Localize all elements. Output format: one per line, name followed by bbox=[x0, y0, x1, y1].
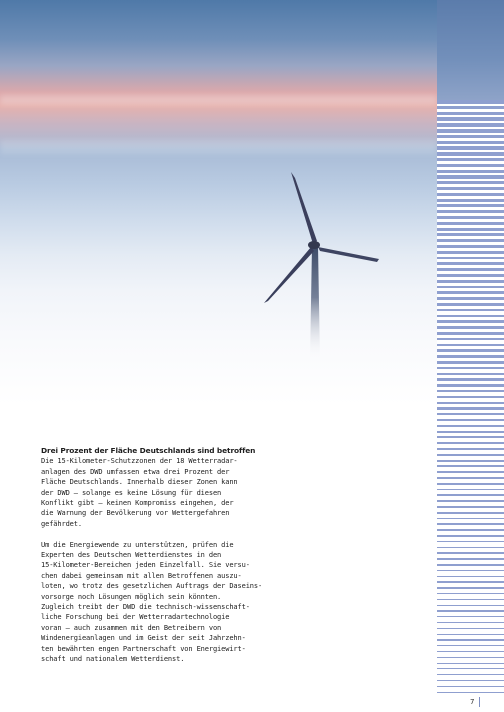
stripes-top-block bbox=[437, 0, 504, 100]
stripe bbox=[437, 593, 504, 594]
stripe bbox=[437, 315, 504, 318]
paragraph-line: Um die Energiewende zu unterstützen, prüfen die bbox=[41, 540, 234, 549]
stripe bbox=[437, 199, 504, 202]
stripe bbox=[437, 465, 504, 467]
stripe bbox=[437, 541, 504, 543]
stripe bbox=[437, 651, 504, 652]
paragraph-line: gefährdet. bbox=[41, 519, 82, 528]
paragraph-line: anlagen des DWD umfassen etwa drei Prozent der bbox=[41, 467, 230, 476]
turbine-blade bbox=[291, 172, 317, 244]
stripe bbox=[437, 616, 504, 617]
stripe bbox=[437, 448, 504, 450]
paragraph-line: Fläche Deutschlands. Innerhalb dieser Zonen kann bbox=[41, 478, 238, 487]
stripe bbox=[437, 135, 504, 138]
stripe bbox=[437, 564, 504, 566]
paragraph-line: Die 15-Kilometer-Schutzzonen der 18 Wetterradar- bbox=[41, 457, 238, 466]
stripe bbox=[437, 355, 504, 358]
stripe bbox=[437, 303, 504, 306]
paragraph-line: Experten des Deutschen Wetterdienstes in den bbox=[41, 551, 222, 560]
stripe bbox=[437, 297, 504, 300]
stripe bbox=[437, 547, 504, 549]
stripe bbox=[437, 344, 504, 347]
turbine-blade bbox=[318, 247, 379, 262]
stripe bbox=[437, 100, 504, 104]
paragraph-line: Konflikt gibt – keinen Kompromiss eingehen, der bbox=[41, 499, 234, 508]
stripe bbox=[437, 378, 504, 380]
stripe bbox=[437, 570, 504, 572]
stripe bbox=[437, 210, 504, 213]
paragraph-gap bbox=[41, 529, 266, 539]
stripe bbox=[437, 494, 504, 496]
stripe bbox=[437, 280, 504, 283]
turbine-tower bbox=[310, 246, 320, 360]
stripe bbox=[437, 628, 504, 629]
stripe bbox=[437, 529, 504, 531]
stripe bbox=[437, 407, 504, 409]
stripe bbox=[437, 390, 504, 392]
stripe bbox=[437, 639, 504, 640]
stripe bbox=[437, 233, 504, 236]
stripe bbox=[437, 268, 504, 271]
stripe bbox=[437, 106, 504, 110]
stripe bbox=[437, 112, 504, 116]
stripe bbox=[437, 500, 504, 502]
stripe bbox=[437, 361, 504, 364]
stripe bbox=[437, 396, 504, 398]
stripe bbox=[437, 117, 504, 121]
stripe bbox=[437, 576, 504, 578]
stripe bbox=[437, 123, 504, 127]
stripe bbox=[437, 170, 504, 173]
stripe bbox=[437, 489, 504, 491]
paragraph-line: Zugleich treibt der DWD die technisch-wissenschaft- bbox=[41, 603, 250, 612]
stripe bbox=[437, 193, 504, 196]
stripe bbox=[437, 349, 504, 352]
stripe bbox=[437, 175, 504, 178]
stripe bbox=[437, 257, 504, 260]
stripe bbox=[437, 320, 504, 323]
stripe bbox=[437, 558, 504, 560]
stripe bbox=[437, 187, 504, 190]
paragraph-line: schaft und nationalem Wetterdienst. bbox=[41, 655, 185, 664]
stripe bbox=[437, 245, 504, 248]
stripe bbox=[437, 425, 504, 427]
stripe bbox=[437, 506, 504, 508]
stripe bbox=[437, 523, 504, 525]
stripe bbox=[437, 552, 504, 554]
stripe bbox=[437, 512, 504, 514]
paragraph-line: ten bewährten engen Partnerschaft von Energiewirt- bbox=[41, 644, 246, 653]
stripe bbox=[437, 309, 504, 312]
stripe bbox=[437, 692, 504, 693]
stripe bbox=[437, 599, 504, 600]
stripe bbox=[437, 251, 504, 254]
stripe bbox=[437, 471, 504, 473]
stripe bbox=[437, 442, 504, 444]
stripe bbox=[437, 204, 504, 207]
stripe bbox=[437, 436, 504, 438]
paragraph-line: liche Forschung bei der Wetterradartechnologie bbox=[41, 613, 230, 622]
stripe bbox=[437, 164, 504, 167]
stripe bbox=[437, 663, 504, 664]
stripe bbox=[437, 222, 504, 225]
stripe bbox=[437, 384, 504, 386]
turbine-hub bbox=[308, 241, 320, 249]
stripe bbox=[437, 373, 504, 375]
paragraph-line: chen dabei gemeinsam mit allen Betroffenen auszu- bbox=[41, 571, 242, 580]
paragraph-line: Windenergieanlagen und im Geist der seit Jahrzehn- bbox=[41, 634, 246, 643]
stripe bbox=[437, 518, 504, 520]
stripe bbox=[437, 228, 504, 231]
page-number-bar bbox=[479, 697, 480, 707]
article-text bbox=[41, 446, 266, 665]
page-number: 7 bbox=[470, 698, 475, 706]
stripe bbox=[437, 634, 504, 635]
decorative-stripes bbox=[437, 0, 504, 700]
stripe bbox=[437, 262, 504, 265]
stripe bbox=[437, 419, 504, 421]
stripe bbox=[437, 146, 504, 149]
stripe bbox=[437, 454, 504, 456]
stripe bbox=[437, 274, 504, 277]
stripe bbox=[437, 680, 504, 681]
paragraph-line: loten, wo trotz des gesetzlichen Auftrags der Daseins- bbox=[41, 582, 263, 591]
stripe bbox=[437, 622, 504, 623]
paragraph-line: voran – auch zusammen mit den Betreibern von bbox=[41, 623, 222, 632]
stripe bbox=[437, 483, 504, 485]
stripe bbox=[437, 326, 504, 329]
stripe bbox=[437, 460, 504, 462]
stripe bbox=[437, 367, 504, 369]
stripe bbox=[437, 645, 504, 646]
stripe bbox=[437, 216, 504, 219]
stripe bbox=[437, 477, 504, 479]
stripe bbox=[437, 587, 504, 589]
stripe bbox=[437, 152, 504, 155]
paragraph-line: die Warnung der Bevölkerung vor Wettergefahren bbox=[41, 509, 230, 518]
stripe bbox=[437, 181, 504, 184]
stripe bbox=[437, 610, 504, 611]
stripe bbox=[437, 581, 504, 583]
stripe bbox=[437, 402, 504, 404]
paragraph-line: der DWD – solange es keine Lösung für diesen bbox=[41, 488, 222, 497]
stripe bbox=[437, 338, 504, 341]
stripe bbox=[437, 129, 504, 133]
stripe bbox=[437, 686, 504, 687]
stripe bbox=[437, 605, 504, 606]
turbine-blade bbox=[264, 247, 314, 303]
stripe bbox=[437, 158, 504, 161]
stripe bbox=[437, 657, 504, 658]
stripe bbox=[437, 668, 504, 669]
stripe bbox=[437, 332, 504, 335]
stripe bbox=[437, 431, 504, 433]
stripe bbox=[437, 674, 504, 675]
stripe bbox=[437, 239, 504, 242]
stripe bbox=[437, 291, 504, 294]
stripe bbox=[437, 413, 504, 415]
stripe bbox=[437, 141, 504, 144]
paragraph-line: 15-Kilometer-Bereichen jeden Einzelfall. Sie versu- bbox=[41, 561, 250, 570]
article-heading: Drei Prozent der Fläche Deutschlands sind betroffen bbox=[41, 446, 256, 455]
stripe bbox=[437, 286, 504, 289]
paragraph-line: vorsorge noch Lösungen möglich sein könnten. bbox=[41, 592, 222, 601]
stripe bbox=[437, 535, 504, 537]
